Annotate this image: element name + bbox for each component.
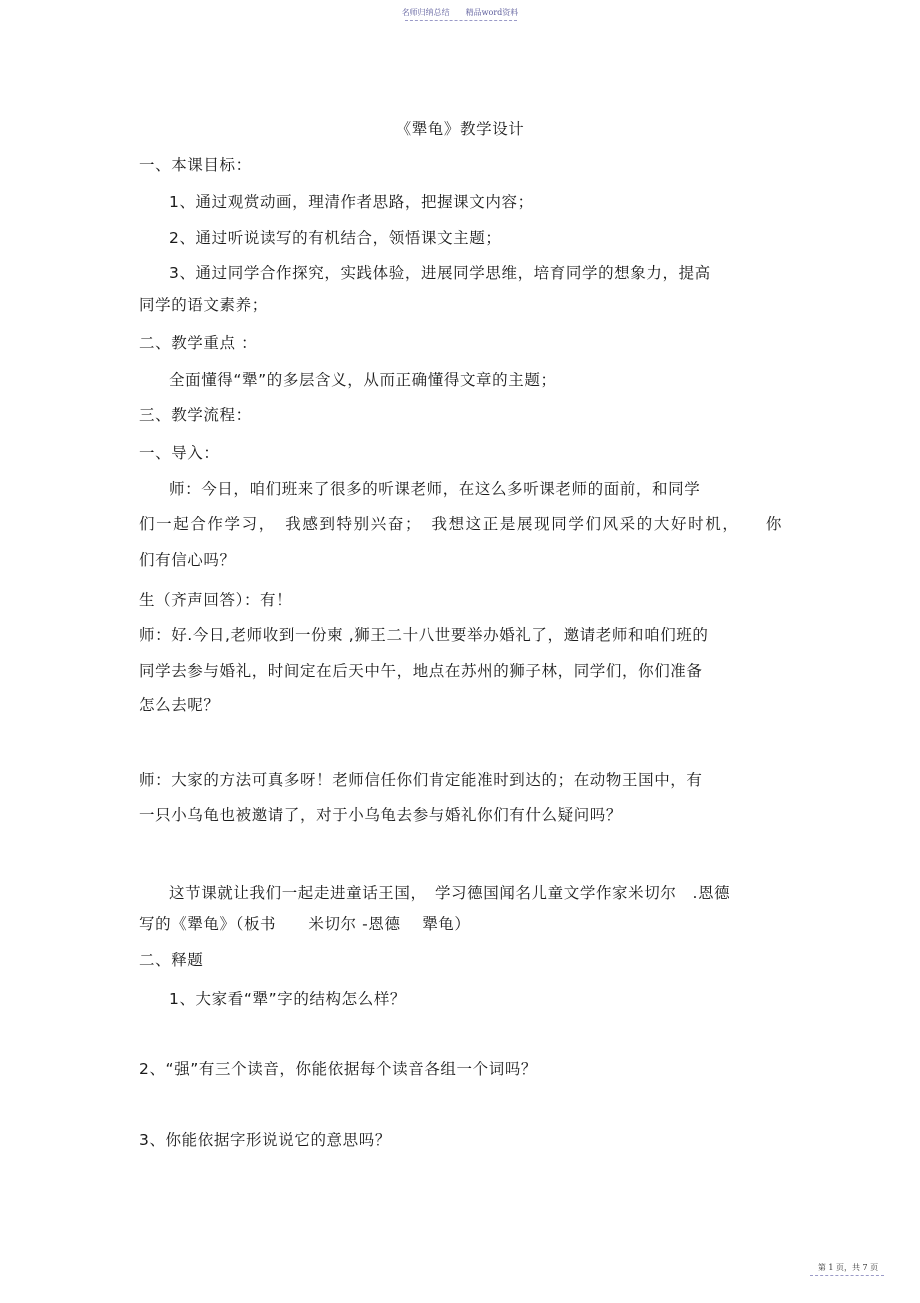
key-point-text: 全面懂得“犟”的多层含义，从而正确懂得文章的主题；	[169, 371, 557, 389]
paragraph-line: 同学去参与婚礼，时间定在后天中午，地点在苏州的狮子林，同学们，你们准备	[139, 662, 703, 680]
page-number: 第 1 页，共 7 页	[817, 1263, 879, 1272]
goal-item-3: 3、通过同学合作探究，实践体验，进展同学思维，培育同学的想象力，提高	[169, 264, 711, 282]
paragraph-line: 们一起合作学习， 我感到特别兴奋； 我想这正是展现同学们风采的大好时机， 你	[139, 515, 782, 533]
paragraph-line: 怎么去呢？	[139, 696, 220, 714]
footer-divider	[810, 1275, 884, 1276]
paragraph-line: 师：今日，咱们班来了很多的听课老师，在这么多听课老师的面前，和同学	[169, 480, 701, 498]
question-item-1: 1、大家看“犟”字的结构怎么样？	[169, 990, 407, 1008]
header-divider	[405, 20, 517, 21]
subheading-intro: 一、导入：	[139, 444, 220, 462]
goal-item-3-cont: 同学的语文素养；	[139, 296, 268, 314]
paragraph-line: 们有信心吗？	[139, 551, 236, 569]
student-answer: 生（齐声回答）：有！	[139, 591, 293, 609]
document-title: 《犟龟》教学设计	[395, 120, 525, 138]
section-heading-key-points: 二、教学重点 ：	[139, 334, 258, 352]
paragraph-line: 一只小乌龟也被邀请了，对于小乌龟去参与婚礼你们有什么疑问吗？	[139, 806, 623, 824]
section-heading-goals: 一、本课目标：	[139, 156, 252, 174]
section-heading-process: 三、教学流程：	[139, 406, 252, 424]
question-item-2: 2、“强”有三个读音，你能依据每个读音各组一个词吗？	[139, 1060, 538, 1078]
page-header: 名师归纳总结 精品word资料	[401, 8, 519, 17]
paragraph-line: 师：大家的方法可真多呀！老师信任你们肯定能准时到达的；在动物王国中，有	[139, 771, 703, 789]
subheading-title-explain: 二、释题	[139, 951, 204, 969]
goal-item-2: 2、通过听说读写的有机结合，领悟课文主题；	[169, 229, 502, 247]
paragraph-line: 写的《犟龟》（板书 米切尔 -恩德 犟龟）	[139, 915, 471, 933]
paragraph-line: 这节课就让我们一起走进童话王国， 学习德国闻名儿童文学作家米切尔 .恩德	[169, 884, 731, 902]
goal-item-1: 1、通过观赏动画，理清作者思路，把握课文内容；	[169, 193, 534, 211]
question-item-3: 3、你能依据字形说说它的意思吗？	[139, 1131, 391, 1149]
paragraph-line: 师：好.今日,老师收到一份柬 ,狮王二十八世要举办婚礼了，邀请老师和咱们班的	[139, 626, 709, 644]
